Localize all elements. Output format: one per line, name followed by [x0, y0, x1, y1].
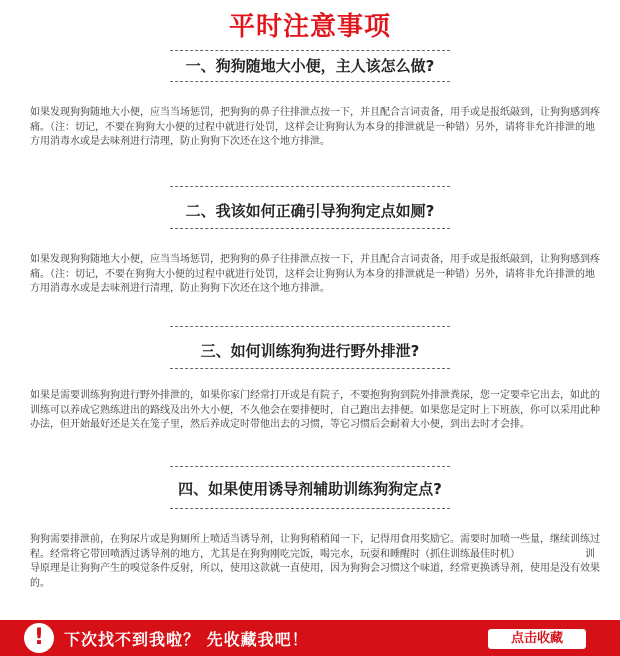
divider [170, 368, 450, 369]
section-3-paragraph: 如果是需要训练狗狗进行野外排泄的，如果你家门经常打开或是有院子，不要抱狗狗到院外排泄粪尿，您一定要牵它出去，如此的训练可以养成它熟练进出的路线及出外大小便，不久他会在要排便时，自己跑出去排便。如果您是定时上下班族，你可以采用此种办法，但开始最好还是关在笼子里，然后养成定时带他出去的习惯，等它习惯后会耐着大小便，到出去时才会排。 [30, 390, 600, 430]
section-2-question: 二、我该如何正确引导狗狗定点如厕? [185, 202, 435, 220]
section-2-paragraph: 如果发现狗狗随地大小便，应当当场惩罚，把狗狗的鼻子往排泄点按一下，并且配合言词责备，用手或是报纸敲到，让狗狗感到疼痛。（注：切记，不要在狗狗大小便的过程中就进行处罚，这样会让狗狗认为本身的排泄就是一种错）另外，请将非允许排泄的地方用消毒水或是去味剂进行清理，防止狗狗下次还在这个地方排泄。 [30, 254, 600, 294]
page-title: 平时注意事项 [228, 12, 391, 42]
warning-icon: ! [24, 623, 54, 653]
section-4-paragraph: 狗狗需要排泄前，在狗尿片或是狗厕所上喷适当诱导剂，让狗狗稍稍闻一下，记得用食用奖励它。需要时加喷一些量，继续训练过程。经常将它带回喷洒过诱导剂的地方，尤其是在狗狗刚吃完饭，喝完水，玩耍和睡醒时（抓住训练最佳时机） 训导原理是让狗狗产生的嗅觉条件反射，所以，使用这款就一直使用，因为狗狗会习惯这个味道，经常更换诱导剂，使用是没有效果的。 [30, 534, 600, 589]
divider [170, 228, 450, 229]
section-1-question: 一、狗狗随地大小便，主人该怎么做? [185, 57, 435, 75]
divider [170, 50, 450, 51]
divider [170, 81, 450, 82]
divider [170, 186, 450, 187]
favorite-button[interactable]: 点击收藏 [488, 629, 586, 649]
banner-message: 下次找不到我啦？ 先收藏我吧！ [64, 630, 309, 649]
divider [170, 466, 450, 467]
section-4-question: 四、如果使用诱导剂辅助训练狗狗定点? [178, 480, 442, 498]
section-3-question: 三、如何训练狗狗进行野外排泄? [200, 342, 420, 360]
divider [170, 508, 450, 509]
section-1-paragraph: 如果发现狗狗随地大小便，应当当场惩罚，把狗狗的鼻子往排泄点按一下，并且配合言词责备，用手或是报纸敲到，让狗狗感到疼痛。（注：切记，不要在狗狗大小便的过程中就进行处罚，这样会让狗狗认为本身的排泄就是一种错）另外，请将非允许排泄的地方用消毒水或是去味剂进行清理，防止狗狗下次还在这个地方排泄。 [30, 107, 600, 147]
divider [170, 326, 450, 327]
favorite-banner [0, 620, 620, 656]
